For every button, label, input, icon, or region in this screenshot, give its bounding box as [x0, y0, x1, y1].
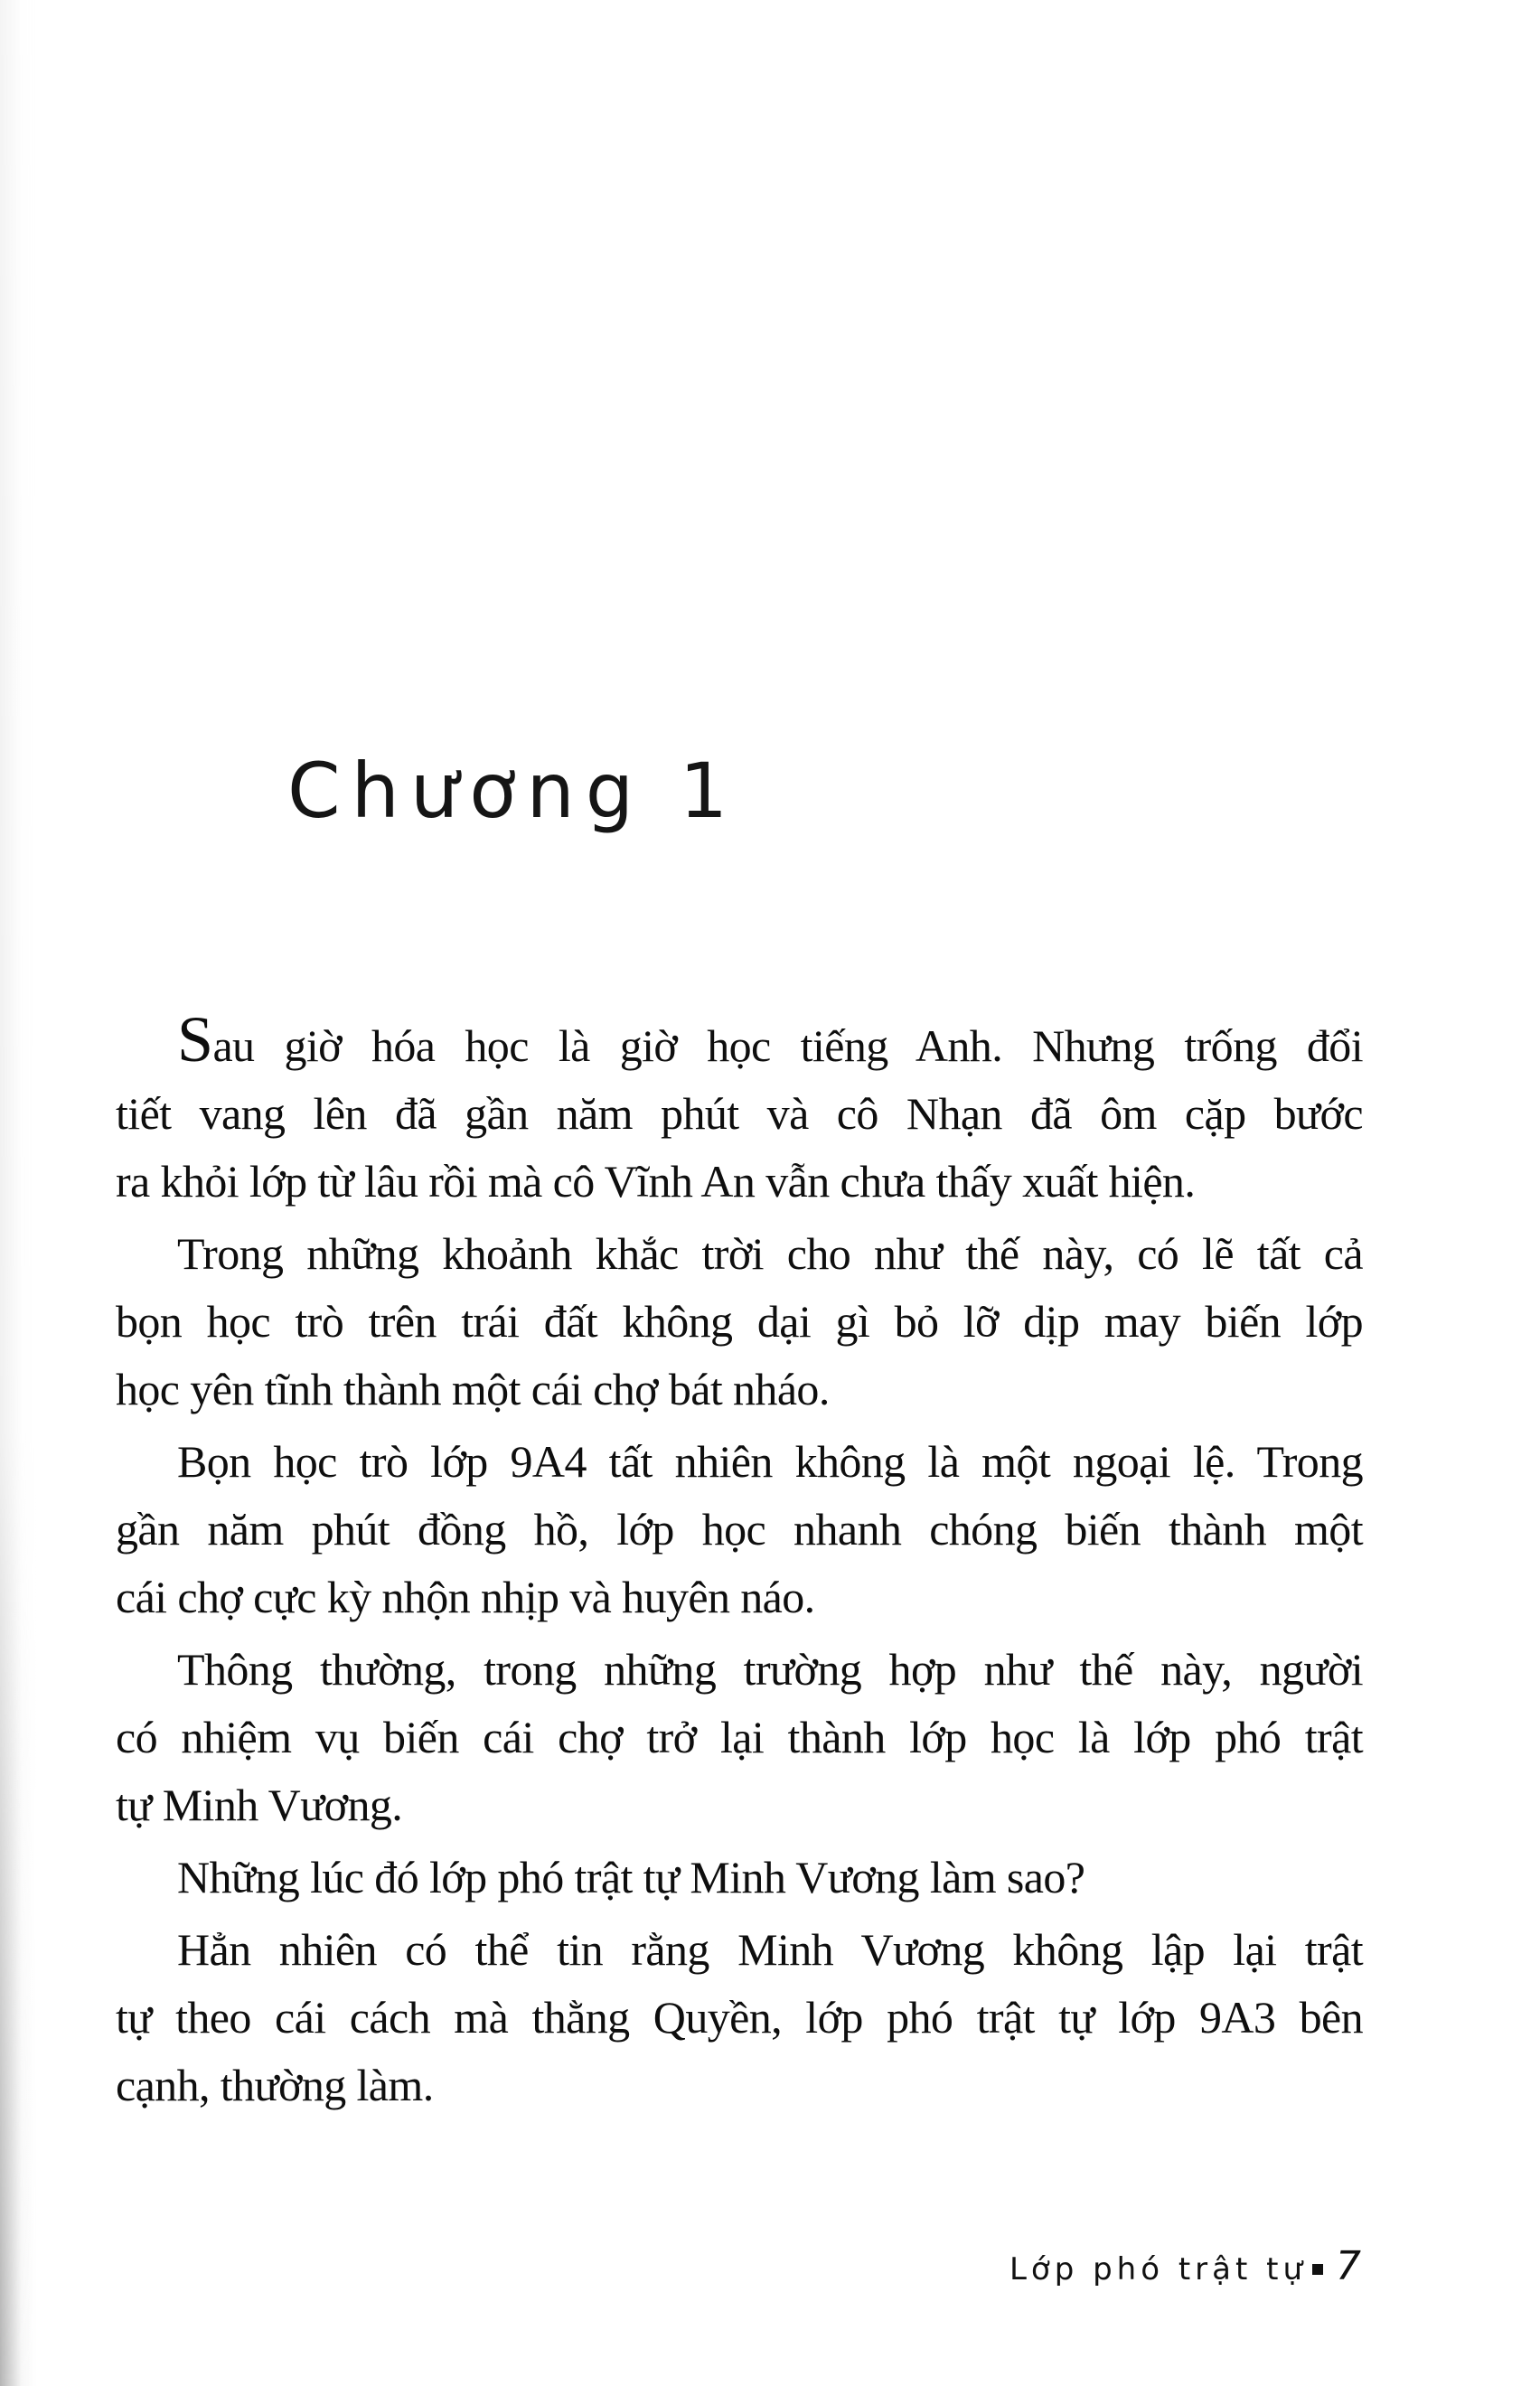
text-line: Hẳn nhiên có thể tin rằng Minh Vương không lập lại trật [177, 1924, 1363, 1975]
square-bullet-icon [1312, 2264, 1323, 2275]
text-line: tiết vang lên đã gần năm phút và cô Nhạn đã ôm cặp bước [116, 1088, 1363, 1139]
text-line: ra khỏi lớp từ lâu rồi mà cô Vĩnh An vẫn chưa thấy xuất hiện. [116, 1156, 1196, 1207]
text-line: bọn học trò trên trái đất không dại gì bỏ lỡ dịp may biến lớp [116, 1296, 1363, 1347]
chapter-title: Chương 1 [287, 747, 739, 836]
text-line: tự Minh Vương. [116, 1780, 403, 1830]
text-line: Trong những khoảnh khắc trời cho như thế này, có lẽ tất cả [177, 1228, 1363, 1279]
text-line [177, 1003, 1363, 1080]
page-footer [1009, 2243, 1361, 2289]
text-line-content: au giờ hóa học là giờ học tiếng Anh. Nhưng trống đổi [212, 1020, 1363, 1071]
text-line: gần năm phút đồng hồ, lớp học nhanh chóng biến thành một [116, 1504, 1363, 1555]
text-line: Thông thường, trong những trường hợp như thế này, người [177, 1644, 1363, 1695]
text-line: có nhiệm vụ biến cái chợ trở lại thành lớp học là lớp phó trật [116, 1712, 1363, 1762]
page-number: 7 [1336, 2243, 1361, 2289]
running-title: Lớp phó trật tự [1009, 2251, 1307, 2287]
scan-gutter-shadow [0, 0, 36, 2386]
text-line: Những lúc đó lớp phó trật tự Minh Vương làm sao? [177, 1852, 1085, 1902]
text-line: Bọn học trò lớp 9A4 tất nhiên không là một ngoại lệ. Trong [177, 1436, 1363, 1487]
text-line: tự theo cái cách mà thằng Quyền, lớp phó trật tự lớp 9A3 bên [116, 1992, 1363, 2043]
text-line: cạnh, thường làm. [116, 2060, 434, 2110]
text-line: cái chợ cực kỳ nhộn nhịp và huyên náo. [116, 1572, 815, 1622]
drop-cap: S [177, 1003, 213, 1076]
text-line: học yên tĩnh thành một cái chợ bát nháo. [116, 1364, 830, 1414]
